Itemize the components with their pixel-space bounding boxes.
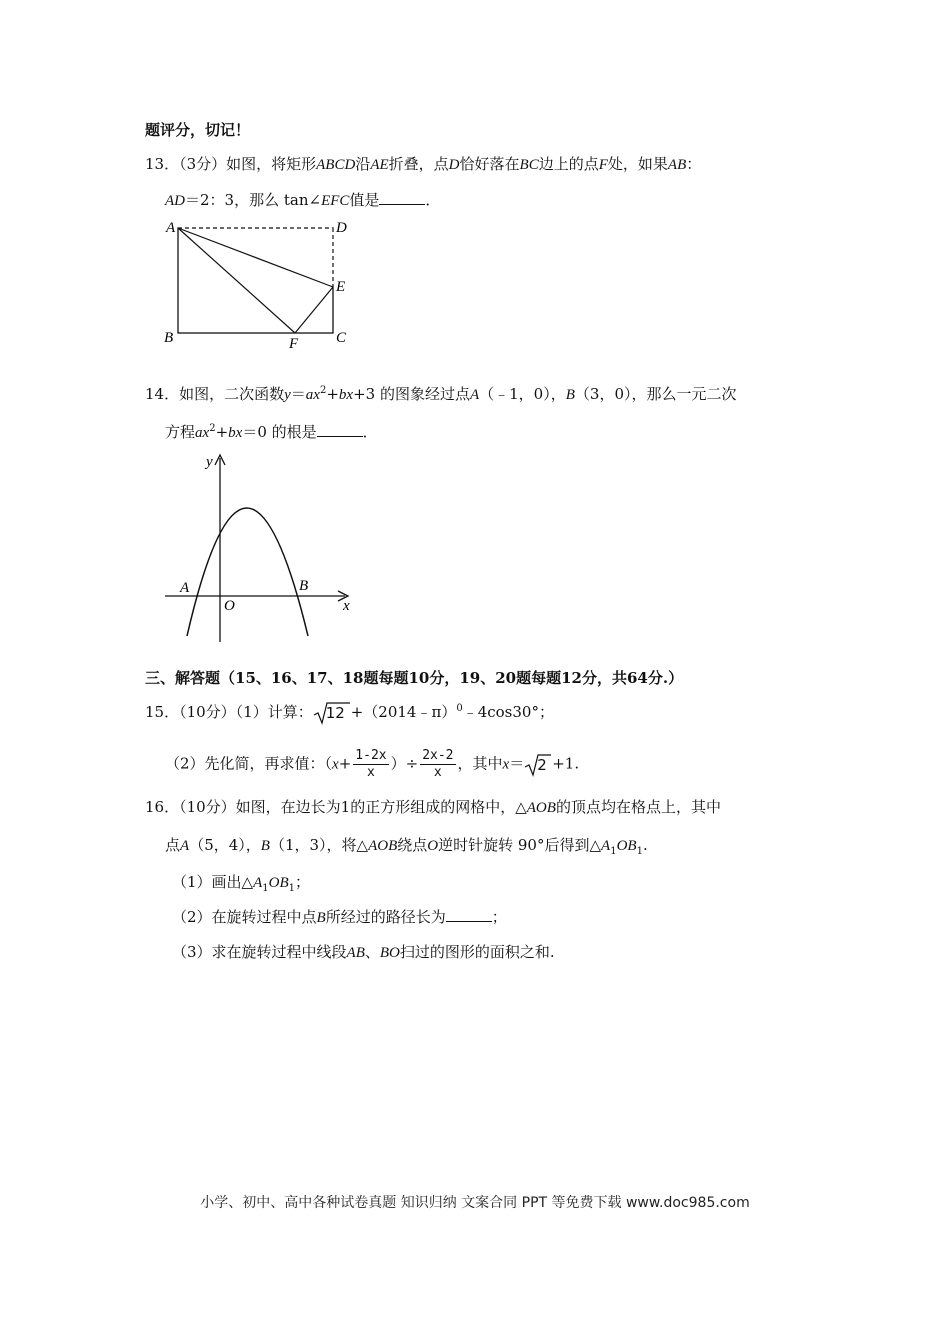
q15-text: ＝ (509, 754, 525, 773)
q14-ax: ax (195, 425, 210, 441)
q13-rect-outline (178, 228, 333, 333)
q16-point-b: B (260, 838, 270, 854)
q16-aob: AOB (368, 838, 398, 854)
q14-text: ＝ (290, 385, 306, 403)
q16-sub1 (172, 872, 310, 893)
q13-angle: EFC (321, 193, 350, 209)
q16-point-o: O (427, 838, 439, 854)
q13-line2 (165, 190, 440, 211)
q16-sub: 1 (288, 883, 296, 894)
q14-exp: 2 (319, 385, 327, 396)
q16-sub3 (172, 942, 555, 963)
q15-fraction-1 (353, 748, 388, 781)
q14-parabola (187, 508, 308, 636)
q16-sub: 1 (610, 846, 617, 857)
q14-exp: 2 (209, 423, 216, 434)
q13-text: 13．（3分）如图，将矩形 (145, 155, 317, 173)
q14-text: 14．如图，二次函数 (145, 385, 285, 403)
q15-fraction-2 (420, 748, 455, 781)
q16-point-a: A (180, 838, 190, 854)
q13-point-d: D (448, 157, 460, 173)
q16-point-b: B (316, 910, 326, 926)
q16-line2 (165, 835, 648, 856)
q13-label-a: A (166, 220, 176, 236)
q13-ad: AD (165, 193, 185, 209)
page-footer: 小学、初中、高中各种试卷真题 知识归纳 文案合同 PPT 等免费下载 www.doc985.com (200, 1195, 750, 1211)
q15-text: ）÷ (390, 754, 419, 773)
q14-point-b: B (565, 387, 575, 403)
q13-point-f: F (598, 157, 608, 173)
q15-text: +1. (552, 754, 580, 773)
q16-bo: BO (379, 945, 400, 961)
q15-x: x (332, 756, 339, 773)
section3-heading: 三、解答题（15、16、17、18题每题10分，19、20题每题12分，共64分.） (145, 669, 684, 687)
q16-text: （3）求在旋转过程中线段 (172, 943, 347, 961)
q15-line1 (145, 701, 554, 725)
q15-text: ，其中 (457, 754, 503, 773)
q16-b1: B (627, 838, 637, 854)
q14-ax: ax (305, 387, 320, 403)
q15-radicand: 12 (325, 704, 345, 722)
q13-fold: AE (370, 157, 389, 173)
q16-text: 逆时针旋转 90°后得到△ (438, 836, 602, 854)
q16-sub: 1 (262, 883, 269, 894)
q16-text: （2）在旋转过程中点 (172, 908, 317, 926)
q16-answer-blank[interactable] (446, 907, 492, 922)
q15-frac2-den: x (433, 765, 442, 780)
q13-text: 值是 (349, 191, 380, 209)
q15-frac2-num: 2x-2 (422, 748, 454, 763)
q13-label-f: F (289, 336, 299, 350)
q16-text: （5，4）， (189, 836, 261, 854)
q14-label-b: B (299, 578, 309, 594)
q16-text: （1）画出△ (172, 873, 254, 891)
q16-sub: 1 (636, 846, 643, 857)
q16-text: 、 (364, 943, 380, 961)
q13-ae-line (178, 228, 333, 287)
q16-text: ； (491, 908, 507, 926)
q16-ab: AB (346, 945, 365, 961)
q15-sqrt2 (524, 753, 552, 777)
header-note: 题评分，切记！ (145, 121, 251, 139)
q14-y: y (284, 387, 291, 403)
q13-rect: ABCD (316, 157, 356, 173)
q13-text: ＝2：3，那么 tan∠ (185, 191, 322, 209)
q13-line1 (145, 154, 701, 175)
q14-line1 (145, 384, 737, 405)
q13-text: 恰好落在 (459, 155, 520, 173)
q13-text: ： (686, 155, 702, 173)
q16-b1: B (279, 875, 289, 891)
q14-point-a: A (469, 387, 480, 403)
q16-a1: A (253, 875, 263, 891)
q14-label-y: y (206, 454, 213, 470)
q14-label-a: A (180, 580, 190, 596)
q15-radicand: 2 (537, 755, 547, 774)
q16-o: O (616, 838, 628, 854)
q14-text: （3，0），那么一元二次 (574, 385, 737, 403)
q13-ab: AB (667, 157, 687, 173)
q15-text: （2）先化简，再求值：（ (165, 754, 333, 773)
q13-text: ． (425, 191, 441, 209)
q14-text: ． (362, 423, 378, 441)
q13-text: 处，如果 (607, 155, 668, 173)
q14-label-o: O (224, 598, 235, 614)
q13-fe-line (295, 287, 333, 333)
q16-text: （1，3），将△ (269, 836, 369, 854)
q14-text: + (326, 385, 339, 403)
q16-o: O (268, 875, 280, 891)
q14-answer-blank[interactable] (317, 422, 363, 437)
q14-line2 (165, 422, 378, 443)
q13-label-e: E (336, 279, 346, 295)
q16-text: . (642, 836, 648, 854)
q14-text: + (215, 423, 229, 441)
q16-text: 点 (165, 836, 181, 854)
q16-text: 绕点 (397, 836, 428, 854)
q13-label-c: C (336, 330, 347, 346)
q16-text: 的顶点均在格点上，其中 (555, 798, 721, 816)
q13-text: 边上的点 (538, 155, 599, 173)
q15-x: x (502, 756, 510, 773)
q15-text: 15．（10分）（1）计算： (145, 703, 313, 721)
q13-text: 沿 (355, 155, 371, 173)
q15-text: ﹣4cos30°； (462, 703, 554, 721)
q14-figure (160, 450, 360, 645)
q15-sqrt12 (313, 701, 351, 725)
q13-side: BC (519, 157, 539, 173)
q14-text: ＝0 的根是 (242, 423, 317, 441)
q14-label-x: x (343, 598, 350, 614)
q15-frac1-den: x (367, 765, 375, 780)
q16-text: ； (295, 873, 311, 891)
q16-a1: A (601, 838, 611, 854)
q16-text: 所经过的路径长为 (325, 908, 446, 926)
q14-bx: bx (228, 425, 243, 441)
q16-aob: AOB (526, 800, 556, 816)
q15-text: +（2014﹣π） (350, 703, 457, 721)
q16-sub2 (172, 907, 507, 928)
q13-af-line (178, 228, 295, 333)
q15-frac1-num: 1-2x (355, 748, 387, 763)
q15-line2 (165, 748, 579, 781)
q13-text: 折叠，点 (388, 155, 449, 173)
q16-line1 (145, 797, 721, 818)
q13-label-d: D (336, 220, 347, 236)
q16-text: 扫过的图形的面积之和. (399, 943, 555, 961)
q14-bx: bx (338, 387, 354, 403)
q16-text: 16．（10分）如图，在边长为1的正方形组成的网格中，△ (145, 798, 527, 816)
q13-label-b: B (164, 330, 174, 346)
q14-text: 方程 (165, 423, 196, 441)
q15-exp: 0 (456, 703, 463, 714)
q13-figure (160, 215, 360, 350)
q14-text: （﹣1，0）， (479, 385, 566, 403)
q15-text: + (338, 754, 352, 773)
q13-answer-blank[interactable] (379, 190, 425, 205)
q14-text: +3 的图象经过点 (353, 385, 470, 403)
